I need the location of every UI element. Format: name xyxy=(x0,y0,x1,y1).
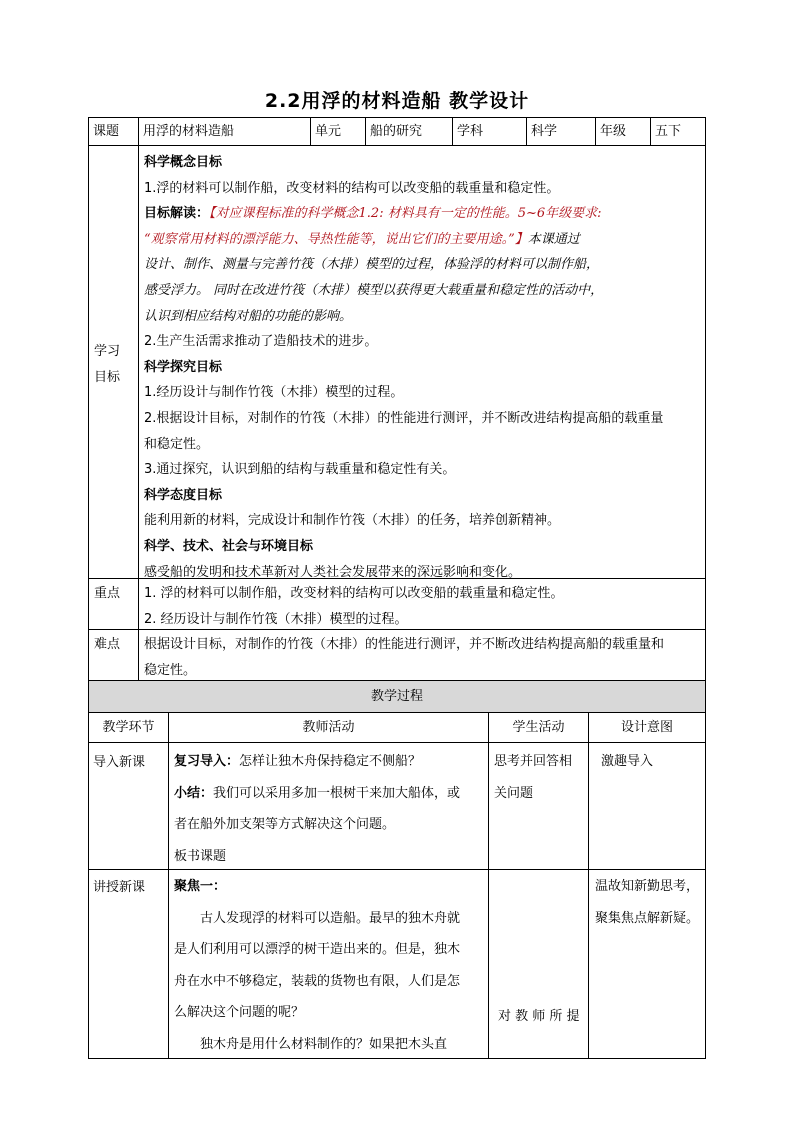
teach-paragraph-1-line-4: 么解决这个问题的呢？ xyxy=(174,1005,305,1020)
subject-label: 学科 xyxy=(452,117,527,146)
key-points-label: 重点 xyxy=(94,586,121,601)
difficulty-line-1: 根据设计目标，对制作的竹筏（木排）的性能进行测评，并不断改进结构提高船的载重量和 xyxy=(144,637,665,652)
concept-goal-2: 2.生产生活需求推动了造船技术的进步。 xyxy=(144,334,378,350)
teach-paragraph-1-line-1: 古人发现浮的材料可以造船。最早的独木舟就 xyxy=(200,910,461,926)
teach-paragraph-2-line-1: 独木舟是用什么材料制作的？如果把木头直 xyxy=(200,1036,448,1052)
inquiry-heading: 科学探究目标 xyxy=(144,359,223,375)
attitude-goal-1: 能利用新的材料，完成设计和制作竹筏（木排）的任务，培养创新精神。 xyxy=(144,513,561,529)
unit-value: 船的研究 xyxy=(365,117,453,146)
document-title: 2.2用浮的材料造船 教学设计 xyxy=(264,90,530,112)
intro-student-cell xyxy=(488,742,589,870)
key-points-label-cell xyxy=(88,578,139,630)
attitude-heading: 科学态度目标 xyxy=(144,487,223,503)
concept-goal-1: 1.浮的材料可以制作船，改变材料的结构可以改变船的载重量和稳定性。 xyxy=(144,180,560,196)
goals-content-cell xyxy=(138,145,706,579)
grade-label: 年级 xyxy=(595,117,651,146)
key-point-1: 1. 浮的材料可以制作船，改变材料的结构可以改变船的载重量和稳定性。 xyxy=(144,586,564,601)
intro-intent: 激趣导入 xyxy=(601,754,654,769)
difficulties-label-cell xyxy=(88,629,139,681)
difficulties-label: 难点 xyxy=(94,637,121,652)
interpretation-standard-1: 【对应课程标准的科学概念1.2: 材料具有一定的性能。5~6年级要求: xyxy=(209,206,602,222)
key-point-2: 2. 经历设计与制作竹筏（木排）模型的过程。 xyxy=(144,611,408,627)
unit-label: 单元 xyxy=(310,117,366,146)
focus-heading: 聚焦一： xyxy=(174,879,227,894)
intro-student-1: 思考并回答相 xyxy=(494,754,573,769)
intro-student-2: 关问题 xyxy=(494,785,534,801)
subject-value: 科学 xyxy=(526,117,596,146)
col-header-teacher: 教师活动 xyxy=(168,712,489,743)
topic-value: 用浮的材料造船 xyxy=(138,117,311,146)
teach-student-cell xyxy=(488,869,589,1059)
sts-goal-1: 感受船的发明和技术革新对人类社会发展带来的深远影响和变化。 xyxy=(144,564,522,579)
interpretation-label: 目标解读： xyxy=(144,206,210,222)
grade-value: 五下 xyxy=(650,117,706,146)
review-text: 怎样让独木舟保持稳定不侧船？ xyxy=(239,754,422,769)
goals-label-cell xyxy=(88,145,139,579)
intro-teacher-cell xyxy=(168,742,489,870)
summary-label: 小结： xyxy=(174,785,214,801)
inquiry-goal-1: 1.经历设计与制作竹筏（木排）模型的过程。 xyxy=(144,385,404,401)
teach-intent-1: 温故知新勤思考， xyxy=(595,879,700,894)
goals-label-line-1: 学习 xyxy=(94,344,121,359)
teach-intent-2: 聚集焦点解新疑。 xyxy=(595,910,700,926)
summary-text-1: 我们可以采用多加一根树干来加大船体，或 xyxy=(213,785,461,801)
interpretation-text-4: 认识到相应结构对船的功能的影响。 xyxy=(144,308,353,324)
inquiry-goal-3: 3.通过探究，认识到船的结构与载重量和稳定性有关。 xyxy=(144,462,456,478)
intro-intent-cell xyxy=(588,742,706,870)
col-header-stage: 教学环节 xyxy=(88,712,169,743)
inquiry-goal-2b: 和稳定性。 xyxy=(144,436,210,452)
topic-label: 课题 xyxy=(88,117,139,146)
difficulty-line-2: 稳定性。 xyxy=(144,662,197,678)
teach-intent-cell xyxy=(588,869,706,1059)
difficulties-content-cell xyxy=(138,629,706,681)
board-title: 板书课题 xyxy=(174,848,227,864)
col-header-intent: 设计意图 xyxy=(588,712,706,743)
col-header-student: 学生活动 xyxy=(488,712,589,743)
key-points-content-cell xyxy=(138,578,706,630)
interpretation-text-2: 设计、制作、测量与完善竹筏（木排）模型的过程，体验浮的材料可以制作船， xyxy=(144,257,600,273)
intro-stage: 导入新课 xyxy=(88,742,169,870)
review-label: 复习导入： xyxy=(174,754,240,769)
sts-heading: 科学、技术、社会与环境目标 xyxy=(144,538,314,554)
interpretation-text-1: 本课通过 xyxy=(527,231,580,247)
teach-paragraph-1-line-3: 舟在水中不够稳定，装载的货物也有限，人们是怎 xyxy=(174,973,461,989)
inquiry-goal-2a: 2.根据设计目标，对制作的竹筏（木排）的性能进行测评，并不断改进结构提高船的载重量 xyxy=(144,410,664,426)
teach-teacher-cell xyxy=(168,869,489,1059)
summary-text-2: 者在船外加支架等方式解决这个问题。 xyxy=(174,817,396,832)
interpretation-standard-2: “观察常用材料的漂浮能力、导热性能等，说出它们的主要用途。”】 xyxy=(144,231,528,247)
teach-stage: 讲授新课 xyxy=(88,869,169,1059)
process-heading: 教学过程 xyxy=(88,680,706,713)
concept-heading: 科学概念目标 xyxy=(144,155,223,170)
interpretation-text-3: 感受浮力。 同时在改进竹筏（木排）模型以获得更大载重量和稳定性的活动中， xyxy=(144,282,604,298)
teach-paragraph-1-line-2: 是人们利用可以漂浮的树干造出来的。但是，独木 xyxy=(174,942,461,957)
teach-student-text: 对 教 师 所 提 xyxy=(498,1009,580,1024)
goals-label-line-2: 目标 xyxy=(94,370,121,385)
